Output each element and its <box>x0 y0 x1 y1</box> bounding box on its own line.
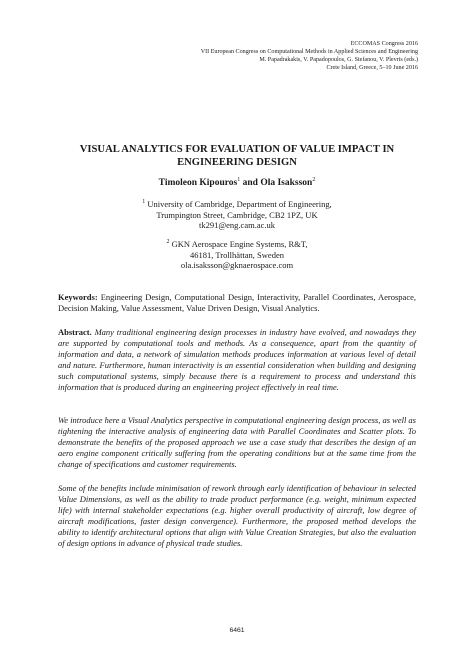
conference-header <box>118 40 418 72</box>
abstract-paragraph <box>58 327 416 392</box>
affiliation-block <box>58 199 416 231</box>
affiliation-line: GKN Aerospace Engine Systems, R&T, <box>171 239 308 249</box>
keywords-paragraph <box>58 292 416 314</box>
affiliation-line: University of Cambridge, Department of Engineering, <box>147 199 332 209</box>
title-line: VISUAL ANALYTICS FOR EVALUATION OF VALUE IMPACT IN <box>79 144 395 155</box>
abstract-paragraph: Some of the benefits include minimisation of rework through early identification of behaviour in selected Value Dimensions, as well as the ability to trade product performance (e.g. weight, minimum expected life) with internal stakeholder expectations (e.g. higher overall productivity of aircraft, low degree of aircraft modifications, faster design convergence). Furthermore, the proposed method develops the ability to identify architectural options that align with Value Creation Strategies, but also the evaluation of design options in advance of physical trade studies. <box>58 483 416 548</box>
keywords-label: Keywords: <box>58 292 98 302</box>
affiliation-marker: 2 <box>166 239 170 246</box>
header-line: VII European Congress on Computational Methods in Applied Sciences and Engineering <box>200 49 418 55</box>
header-line: M. Papadrakakis, V. Papadopoulos, G. Stefanou, V. Plevris (eds.) <box>259 57 418 63</box>
affiliation-marker: 2 <box>312 176 316 183</box>
affiliation-marker: 1 <box>142 199 146 206</box>
abstract-text: Many traditional engineering design processes in industry have evolved, and nowadays they are supported by computational tools and methods. As a consequence, apart from the quantity of information and data, a network of simulation methods produces information at various level of detail and nature. Furthermore, human interactivity is an essential consideration when building and designing such computational systems, simply because there is a requirement to process and understand this information that is produced during an engineering project effectively in real time. <box>58 327 417 392</box>
affiliation-block <box>58 239 416 271</box>
affiliation-line: 46181, Trollhättan, Sweden <box>190 249 284 260</box>
author-email: ola.isaksson@gknaerospace.com <box>180 260 294 270</box>
author-name: Ola Isaksson <box>260 178 313 188</box>
title-line: ENGINEERING DESIGN <box>177 157 297 168</box>
keywords-text: Engineering Design, Computational Design, Interactivity, Parallel Coordinates, Aerospace, Decision Making, Value Assessment, Value Driven Design, Visual Analytics. <box>58 292 416 313</box>
author-email: tk291@eng.cam.ac.uk <box>198 220 276 230</box>
header-line: ECCOMAS Congress 2016 <box>350 41 418 47</box>
affiliation-line: Trumpington Street, Cambridge, CB2 1PZ, UK <box>156 209 318 220</box>
affiliation-marker: 1 <box>237 176 241 183</box>
author-name: Timoleon Kipouros <box>158 178 238 188</box>
abstract-label: Abstract. <box>58 327 92 337</box>
page-number: 6461 <box>229 627 245 634</box>
paper-title <box>58 143 416 169</box>
author-list <box>58 177 416 189</box>
author-separator: and <box>240 178 261 188</box>
header-line: Crete Island, Greece, 5–10 June 2016 <box>326 65 418 71</box>
abstract-paragraph: We introduce here a Visual Analytics perspective in computational engineering design process, as well as tightening the interactive analysis of engineering data with Parallel Coordinates and Scatter plots. To demonstrate the benefits of the proposed approach we use a case study that describes the design of an aero engine component critically suffering from the operating conditions but at the same time from the change of specifications and customer requirements. <box>58 415 416 469</box>
